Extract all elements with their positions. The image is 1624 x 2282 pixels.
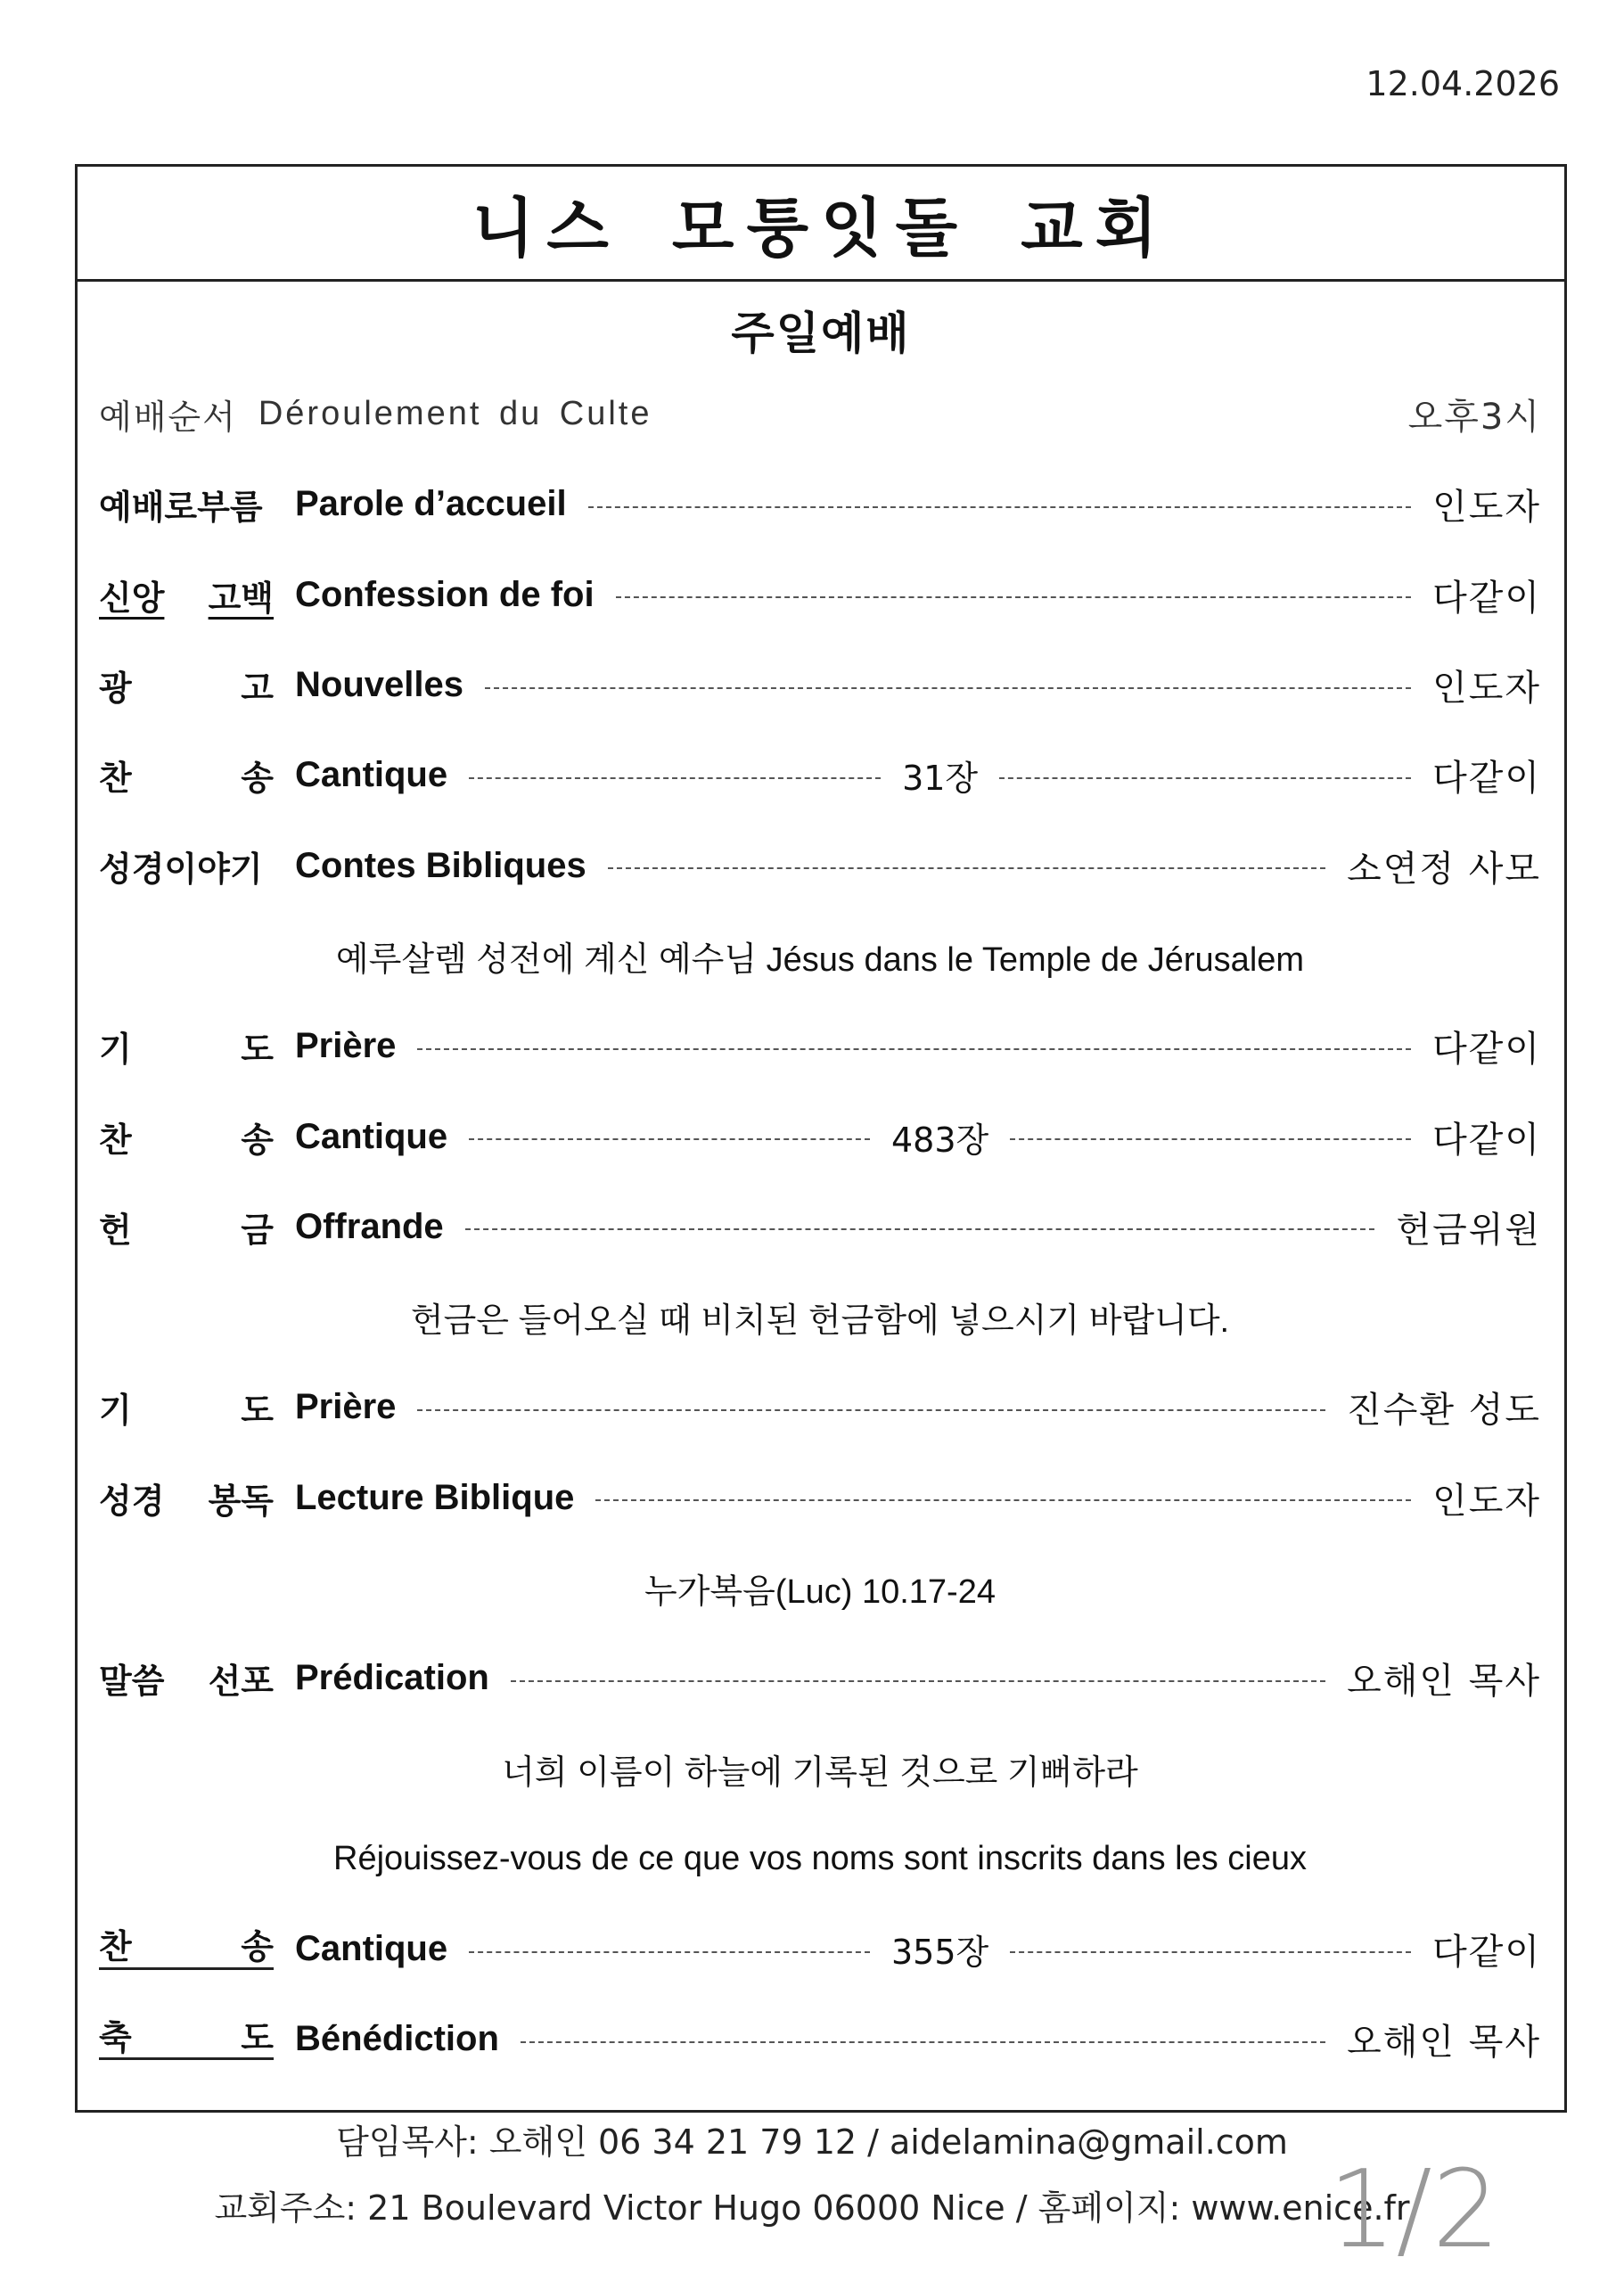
service-item-kr-word: 헌: [99, 1210, 132, 1250]
service-item-leader: 진수환 성도: [1347, 1390, 1541, 1432]
service-item-kr-word: 봉독: [208, 1481, 274, 1521]
dash-leader: [595, 1499, 1411, 1501]
service-item: [99, 1904, 1541, 1994]
service-note: 너희 이름이 하늘에 기록된 것으로 기뻐하라: [502, 1753, 1138, 1792]
service-item-leader: 오해인 목사: [1347, 2022, 1541, 2064]
service-item-fr: Prière: [295, 1026, 397, 1066]
service-note: 예루살렘 성전에 계신 예수님 Jésus dans le Temple de Jérusalem: [335, 940, 1305, 979]
dash-leader: [616, 596, 1412, 598]
service-item-kr: [99, 1928, 274, 1970]
order-header: [99, 369, 1541, 459]
service-item-kr-word: 광: [99, 669, 132, 709]
service-item: [99, 1994, 1541, 2084]
dash-leader: [1010, 1951, 1411, 1953]
service-item-fr: Cantique: [295, 1116, 448, 1156]
dash-leader: [465, 1228, 1375, 1230]
service-item-fr: Offrande: [295, 1206, 444, 1246]
service-item-kr-word: 예배로부름: [99, 488, 263, 528]
service-item: [99, 1182, 1541, 1272]
service-item-kr-word: 찬: [99, 1927, 132, 1967]
service-item-fr: Contes Bibliques: [295, 845, 586, 885]
document-date: 12.04.2026: [1366, 64, 1560, 103]
service-item-fr: Nouvelles: [295, 665, 463, 705]
service-note: 누가복음(Luc) 10.17-24: [644, 1573, 996, 1611]
service-item: [99, 459, 1541, 549]
service-item-kr: [99, 841, 274, 891]
service-item-kr-word: 기: [99, 1030, 132, 1070]
service-item-fr: Prédication: [295, 1658, 489, 1698]
service-time: 오후3시: [1407, 397, 1541, 439]
service-item-kr: [99, 570, 274, 620]
dash-leader: [608, 867, 1325, 869]
dash-leader: [511, 1680, 1325, 1682]
church-address: 교회주소: 21 Boulevard Victor Hugo 06000 Nice / 홈페이지: www.enice.fr: [214, 2188, 1410, 2228]
service-item-leader: 인도자: [1432, 668, 1541, 710]
service-item-kr-word: 도: [241, 2017, 274, 2057]
bulletin-frame: [75, 164, 1567, 2113]
service-item-fr: Lecture Biblique: [295, 1477, 575, 1517]
service-item-kr-word: 말씀: [99, 1662, 165, 1702]
service-item-kr-word: 고: [241, 669, 274, 709]
dash-leader: [1010, 1138, 1411, 1140]
service-item-kr-word: 찬: [99, 1120, 132, 1160]
order-header-fr: Déroulement du Culte: [258, 395, 652, 433]
service-item-kr-word: 선포: [208, 1662, 274, 1702]
service-item-kr-word: 송: [241, 1120, 274, 1160]
service-item-kr: [99, 480, 274, 529]
service-item-leader: 인도자: [1432, 1480, 1541, 1522]
order-header-kr: 예배순서: [99, 398, 237, 438]
hymn-number: 483장: [890, 1120, 989, 1160]
service-item-kr-word: 송: [241, 759, 274, 799]
service-item-kr-word: 축: [99, 2017, 132, 2057]
service-item: [99, 1453, 1541, 1543]
service-item: [99, 1091, 1541, 1181]
service-item-leader: 다같이: [1432, 577, 1541, 619]
service-item-kr: [99, 1473, 274, 1523]
service-item-kr-word: 고백: [208, 578, 274, 618]
service-item: [99, 730, 1541, 820]
service-item-kr-word: 도: [241, 1391, 274, 1431]
service-item-kr-word: 기: [99, 1391, 132, 1431]
service-item: [99, 640, 1541, 730]
page-number: 1/2: [1328, 2148, 1501, 2272]
service-item-fr: Bénédiction: [295, 2019, 499, 2059]
service-item-kr: [99, 661, 274, 710]
service-item-kr-word: 송: [241, 1927, 274, 1967]
service-item-kr-word: 신앙: [99, 578, 165, 618]
order-of-service: [78, 369, 1564, 2085]
service-item-kr-word: 도: [241, 1030, 274, 1070]
service-item-leader: 다같이: [1432, 1119, 1542, 1161]
service-item-leader: 헌금위원: [1396, 1209, 1541, 1251]
service-note: Réjouissez-vous de ce que vos noms sont inscrits dans les cieux: [333, 1839, 1307, 1877]
service-item-leader: 오해인 목사: [1347, 1661, 1541, 1703]
dash-leader: [417, 1048, 1411, 1050]
service-item: [99, 1362, 1541, 1452]
service-item-leader: 다같이: [1432, 1932, 1542, 1974]
service-item-kr-word: 성경: [99, 1481, 165, 1521]
service-item-leader: 다같이: [1432, 758, 1542, 800]
service-item: [99, 550, 1541, 640]
dash-leader: [469, 777, 881, 779]
hymn-number: 355장: [890, 1933, 989, 1973]
service-item-kr: [99, 1654, 274, 1703]
service-item-kr-word: 성경이야기: [99, 849, 263, 889]
service-item: [99, 1001, 1541, 1091]
dash-leader: [521, 2041, 1325, 2043]
service-item-fr: Cantique: [295, 755, 448, 795]
pastor-contact: 담임목사: 오해인 06 34 21 79 12 / aidelamina@gmail.com: [336, 2122, 1288, 2162]
service-note: 헌금은 들어오실 때 비치된 헌금함에 넣으시기 바랍니다.: [410, 1302, 1230, 1341]
service-item-leader: 소연정 사모: [1347, 848, 1541, 890]
dash-leader: [417, 1409, 1325, 1411]
dash-leader: [485, 687, 1411, 689]
service-item-leader: 인도자: [1432, 487, 1541, 529]
service-item-kr: [99, 1203, 274, 1252]
dash-leader: [469, 1951, 870, 1953]
service-item-fr: Confession de foi: [295, 574, 595, 614]
service-item-fr: Cantique: [295, 1929, 448, 1969]
dash-leader: [999, 777, 1411, 779]
service-title: 주일예배: [731, 308, 911, 359]
service-item: [99, 1633, 1541, 1723]
title-box: [78, 167, 1564, 282]
dash-leader: [469, 1138, 870, 1140]
church-title: 니스 모퉁잇돌 교회: [472, 191, 1170, 266]
dash-leader: [588, 506, 1411, 508]
service-item-fr: Parole d’accueil: [295, 484, 567, 524]
service-item-kr-word: 찬: [99, 759, 132, 799]
service-item-kr: [99, 1022, 274, 1071]
service-item-kr: [99, 2019, 274, 2061]
hymn-number: 31장: [902, 759, 979, 799]
service-item-leader: 다같이: [1432, 1029, 1541, 1071]
service-item-kr: [99, 1383, 274, 1432]
service-item-kr-word: 금: [241, 1210, 274, 1250]
service-item: [99, 820, 1541, 910]
service-item-fr: Prière: [295, 1387, 397, 1427]
service-item-kr: [99, 1112, 274, 1162]
service-item-kr: [99, 751, 274, 800]
